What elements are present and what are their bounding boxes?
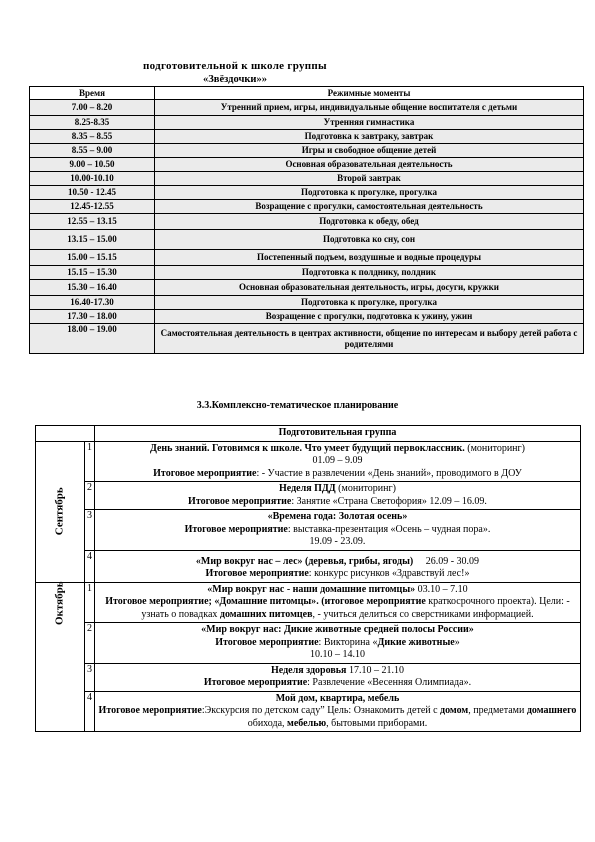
table-row xyxy=(36,510,581,551)
week-cell: Мой дом, квартира, мебель Итоговое мероприятие:Экскурсия по детском саду” Цель: Ознакомить детей с домом, предметами домашнего обихода, мебелью, бытовыми приборами. xyxy=(94,691,580,732)
activity-cell: Второй завтрак xyxy=(155,172,584,186)
week-number: 1 xyxy=(84,582,94,623)
activity-cell: Постепенный подъем, воздушные и водные процедуры xyxy=(155,250,584,266)
week-number: 2 xyxy=(84,623,94,664)
table-row xyxy=(36,441,581,482)
section-title: 3.3.Комплексно-тематическое планирование xyxy=(196,400,399,411)
activity-cell: Основная образовательная деятельность xyxy=(155,158,584,172)
thematic-plan-table xyxy=(35,425,581,732)
month-september: Сентябрь xyxy=(36,441,85,582)
time-cell: 7.00 – 8.20 xyxy=(30,100,155,116)
plan-header-row xyxy=(36,426,581,442)
table-row xyxy=(30,144,584,158)
activity-cell: Основная образовательная деятельность, игры, досуги, кружки xyxy=(155,280,584,296)
time-cell: 12.45-12.55 xyxy=(30,200,155,214)
activity-cell: Утренняя гимнастика xyxy=(155,116,584,130)
week-cell: «Времена года: Золотая осень» Итоговое мероприятие: выставка-презентация «Осень – чудная пора». 19.09 - 23.09. xyxy=(94,510,580,551)
week-number: 4 xyxy=(84,691,94,732)
table-row xyxy=(36,550,581,582)
table-row xyxy=(30,266,584,280)
time-cell: 17.30 – 18.00 xyxy=(30,310,155,324)
table-row xyxy=(30,310,584,324)
activity-cell: Подготовка к прогулке, прогулка xyxy=(155,186,584,200)
time-cell: 15.00 – 15.15 xyxy=(30,250,155,266)
time-cell: 15.30 – 16.40 xyxy=(30,280,155,296)
table-row xyxy=(30,280,584,296)
activity-cell: Возращение с прогулки, самостоятельная деятельность xyxy=(155,200,584,214)
time-cell: 15.15 – 15.30 xyxy=(30,266,155,280)
week-number: 4 xyxy=(84,550,94,582)
group-header: Подготовительная группа xyxy=(94,426,580,442)
table-row xyxy=(36,623,581,664)
activity-cell: Подготовка ко сну, сон xyxy=(155,230,584,250)
table-row xyxy=(30,172,584,186)
table-row xyxy=(36,663,581,691)
week-cell: «Мир вокруг нас – лес» (деревья, грибы, ягоды) 26.09 - 30.09 Итоговое мероприятие: конкурс рисунков «Здравствуй лес!» xyxy=(94,550,580,582)
week-number: 3 xyxy=(84,663,94,691)
activity-cell: Утренний прием, игры, индивидуальные общение воспитателя с детьми xyxy=(155,100,584,116)
table-row xyxy=(30,230,584,250)
table-row xyxy=(30,158,584,172)
activity-cell: Возращение с прогулки, подготовка к ужину, ужин xyxy=(155,310,584,324)
table-header-row xyxy=(30,87,584,100)
table-row xyxy=(30,186,584,200)
time-cell: 8.35 – 8.55 xyxy=(30,130,155,144)
column-header-moments: Режимные моменты xyxy=(155,87,584,100)
time-cell: 9.00 – 10.50 xyxy=(30,158,155,172)
table-row xyxy=(36,582,581,623)
time-cell: 10.00-10.10 xyxy=(30,172,155,186)
time-cell: 8.55 – 9.00 xyxy=(30,144,155,158)
week-cell: «Мир вокруг нас: Дикие животные средней полосы России» Итоговое мероприятие: Викторина «Дикие животные» 10.10 – 14.10 xyxy=(94,623,580,664)
activity-cell: Подготовка к полднику, полдник xyxy=(155,266,584,280)
activity-cell: Подготовка к прогулке, прогулка xyxy=(155,296,584,310)
column-header-time: Время xyxy=(30,87,155,100)
activity-cell: Подготовка к обеду, обед xyxy=(155,214,584,230)
time-cell: 16.40-17.30 xyxy=(30,296,155,310)
daily-schedule-table xyxy=(29,86,584,354)
table-row xyxy=(30,100,584,116)
week-number: 3 xyxy=(84,510,94,551)
time-cell: 10.50 - 12.45 xyxy=(30,186,155,200)
table-row xyxy=(30,324,584,354)
table-row xyxy=(36,482,581,510)
time-cell: 12.55 – 13.15 xyxy=(30,214,155,230)
month-october: Октябрь xyxy=(36,582,85,732)
week-cell: День знаний. Готовимся к школе. Что умеет будущий первоклассник. (мониторинг) 01.09 – 9.09 Итоговое мероприятие: - Участие в развлечении «День знаний», проводимого в ДОУ xyxy=(94,441,580,482)
time-cell: 18.00 – 19.00 xyxy=(30,324,155,354)
time-cell: 8.25-8.35 xyxy=(30,116,155,130)
table-row xyxy=(30,250,584,266)
table-row xyxy=(30,296,584,310)
group-name: «Звёздочки»» xyxy=(203,74,267,85)
time-cell: 13.15 – 15.00 xyxy=(30,230,155,250)
week-number: 1 xyxy=(84,441,94,482)
week-cell: Неделя здоровья 17.10 – 21.10 Итоговое мероприятие: Развлечение «Весенняя Олимпиада». xyxy=(94,663,580,691)
table-row xyxy=(30,214,584,230)
week-cell: «Мир вокруг нас - наши домашние питомцы» 03.10 – 7.10 Итоговое мероприятие; «Домашние питомцы». (итоговое мероприятие краткосрочного проекта). Цели: - узнать о повадках домашних питомцев, - учиться делиться со сверстниками информацией. xyxy=(94,582,580,623)
table-row xyxy=(30,200,584,214)
activity-cell: Игры и свободное общение детей xyxy=(155,144,584,158)
table-row xyxy=(36,691,581,732)
schedule-title: подготовительной к школе группы xyxy=(143,60,327,72)
week-number: 2 xyxy=(84,482,94,510)
activity-cell: Самостоятельная деятельность в центрах активности, общение по интересам и выбору детей работа с родителями xyxy=(155,324,584,354)
activity-cell: Подготовка к завтраку, завтрак xyxy=(155,130,584,144)
table-row xyxy=(30,130,584,144)
week-cell: Неделя ПДД (мониторинг) Итоговое мероприятие: Занятие «Страна Светофория» 12.09 – 16.09. xyxy=(94,482,580,510)
table-row xyxy=(30,116,584,130)
